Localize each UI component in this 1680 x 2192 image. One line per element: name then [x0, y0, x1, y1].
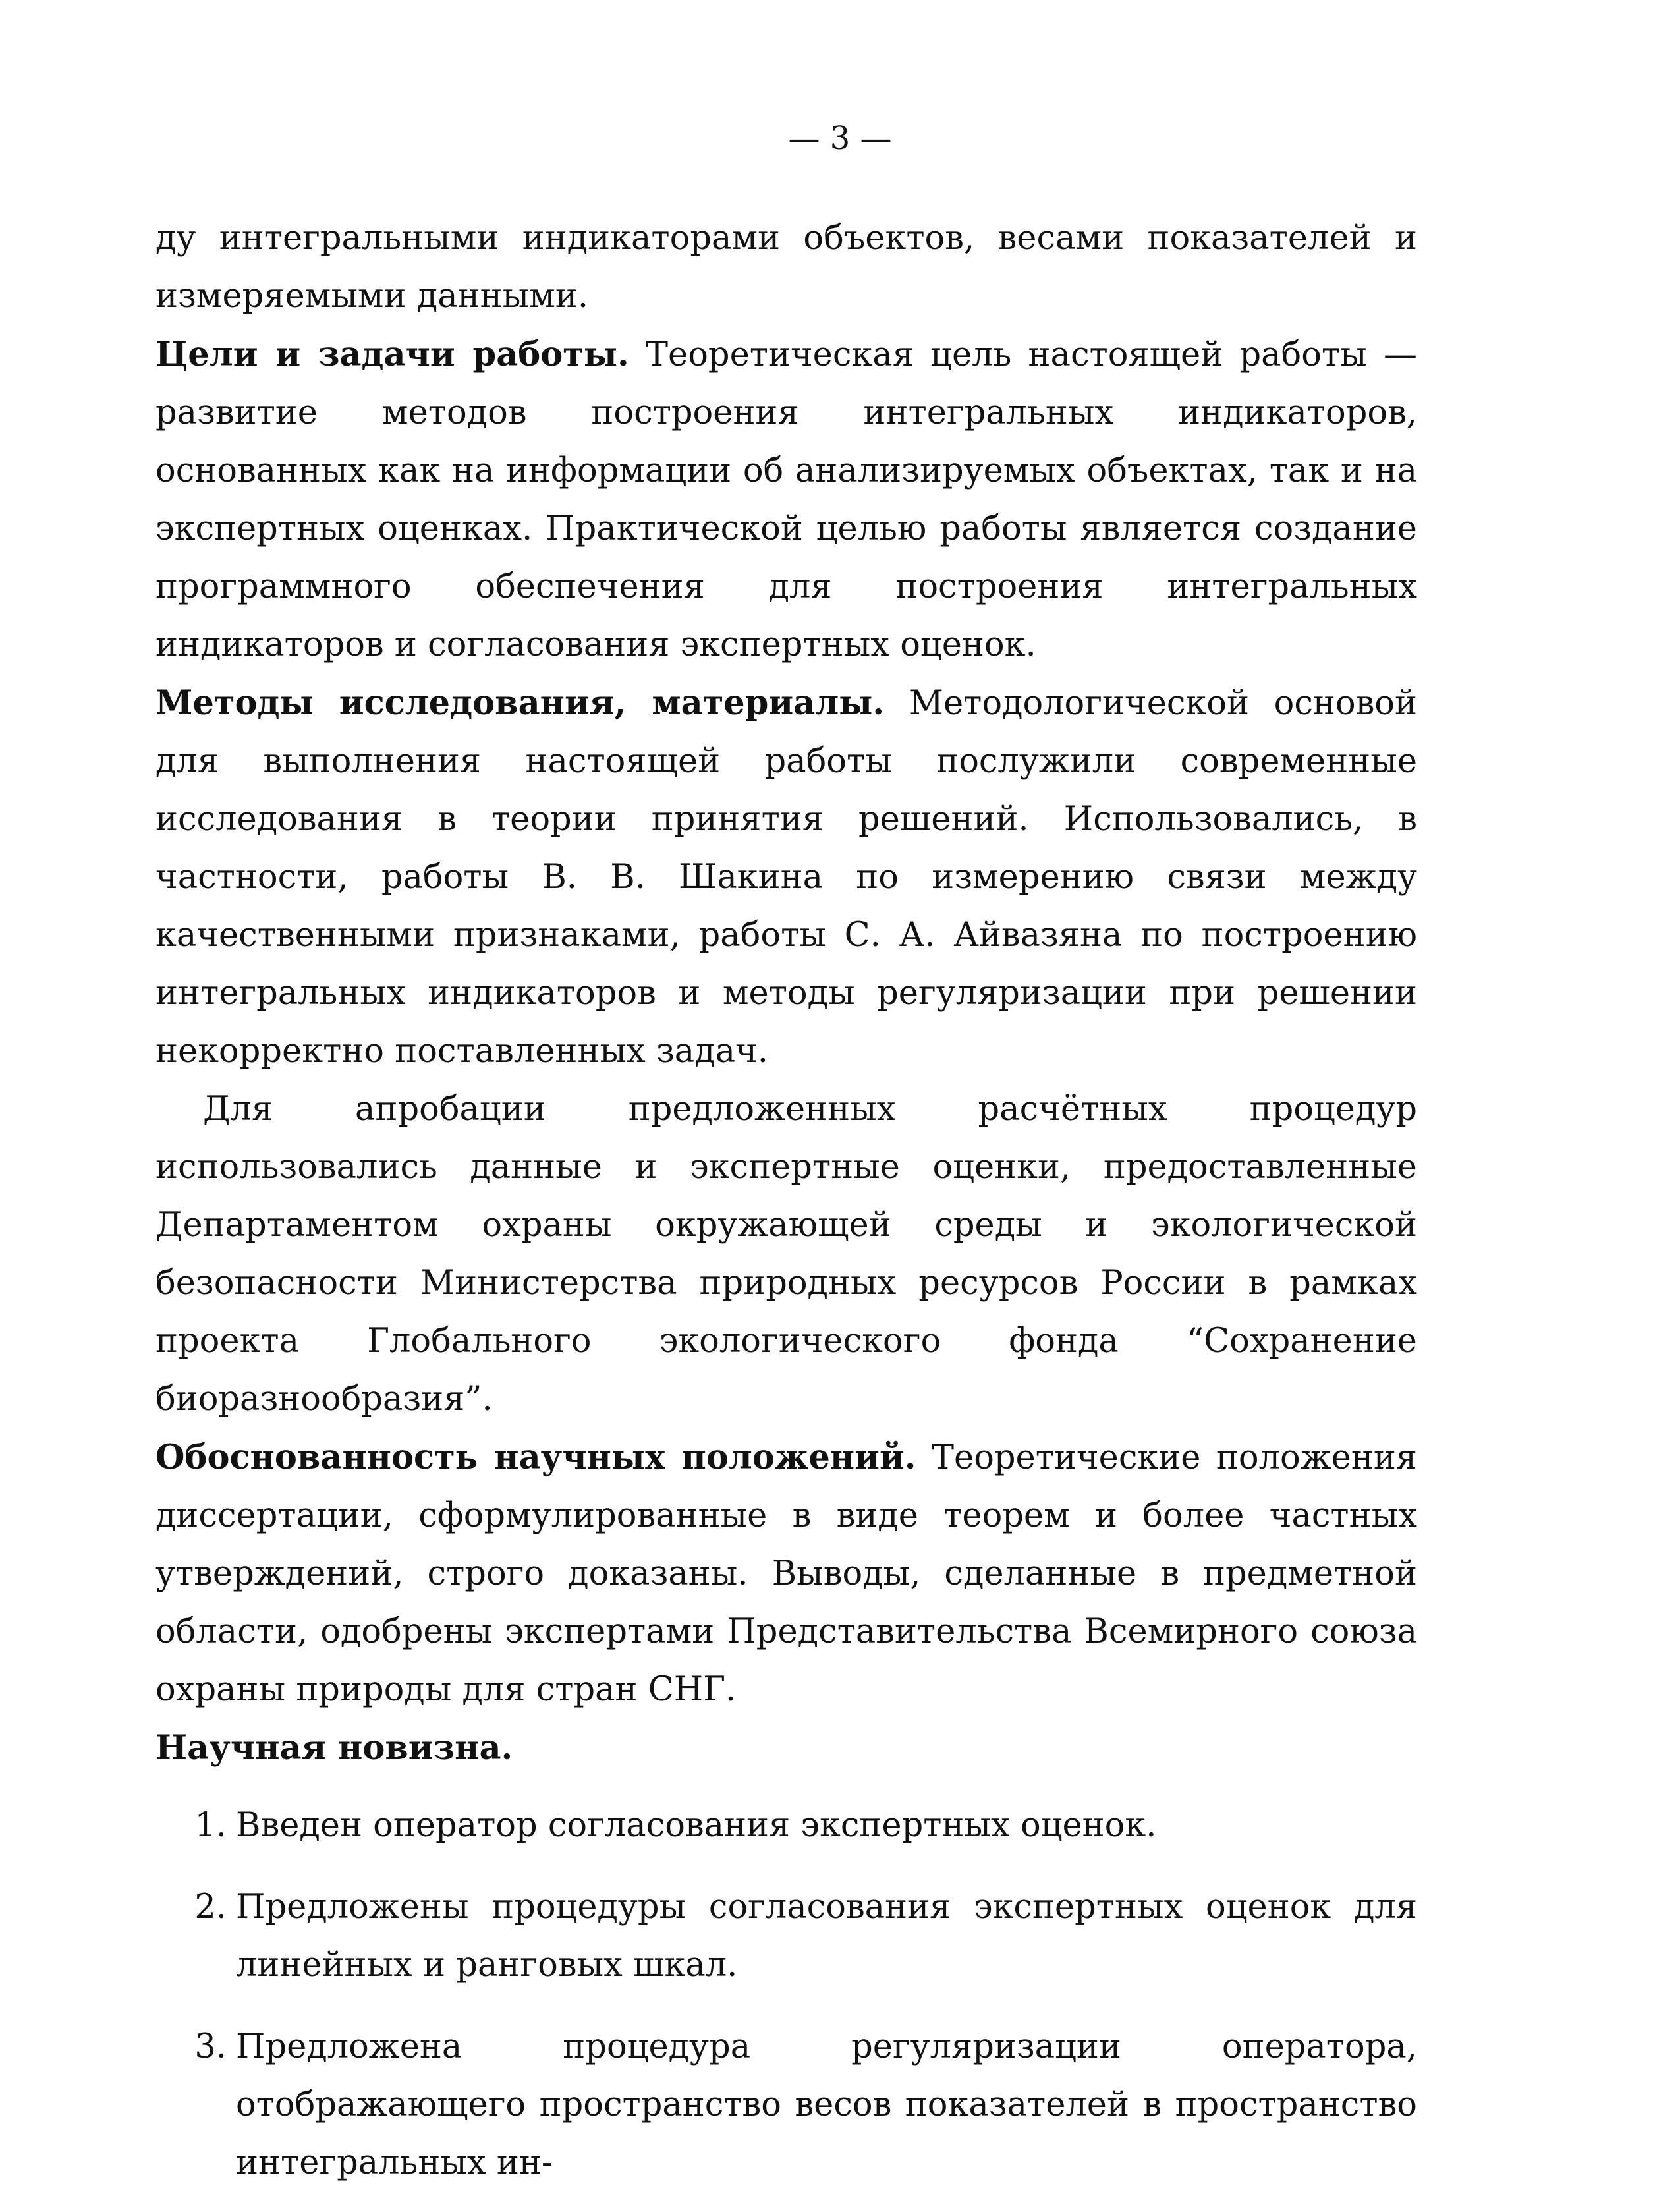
methods-text: Методологической основой для выполнения настоящей работы послужили современные исследования в теории принятия решений. Использовались, в частности, работы В. В. Шакина по измерению связи между качественными признаками, работы С. А. Айвазяна по построению интегральных индикаторов и методы регуляризации при решении некорректно поставленных задач.: [155, 684, 1417, 1071]
validity-text: Теоретические положения диссертации, сформулированные в виде теорем и более частных утверждений, строго доказаны. Выводы, сделанные в предметной области, одобрены экспертами Представительства Всемирного союза охраны природы для стран СНГ.: [155, 1438, 1417, 1709]
novelty-heading: Научная новизна.: [155, 1728, 513, 1768]
intro-paragraph: ду интегральными индикаторами объектов, весами показателей и измеряемыми данными.: [155, 219, 1417, 316]
goals-paragraph: [155, 325, 1417, 674]
novelty-list: [155, 1797, 1417, 2192]
goals-heading: Цели и задачи работы.: [155, 335, 629, 374]
list-item-number: 2.: [194, 1888, 227, 1926]
goals-text: Теоретическая цель настоящей работы — развитие методов построения интегральных индикаторов, основанных как на информации об анализируемых объектах, так и на экспертных оценках. Практической целью работы является создание программного обеспечения для построения интегральных индикаторов и согласования экспертных оценок.: [155, 335, 1417, 664]
list-item: [155, 2018, 1417, 2192]
list-item: [155, 1797, 1417, 1855]
list-item-text: Введен оператор согласования экспертных оценок.: [236, 1806, 1157, 1845]
page-body: [155, 210, 1417, 2192]
methods-paragraph: [155, 674, 1417, 1081]
list-item: [155, 1878, 1417, 1994]
methods-paragraph-2: Для апробации предложенных расчётных процедур использовались данные и экспертные оценки, предоставленные Департаментом охраны окружающей среды и экологической безопасности Министерства природных ресурсов России в рамках проекта Глобального экологического фонда “Сохранение биоразнообразия”.: [155, 1090, 1417, 1419]
list-item-text: Предложены процедуры согласования экспертных оценок для линейных и ранговых шкал.: [236, 1888, 1417, 1984]
validity-heading: Обоснованность научных положений.: [155, 1438, 916, 1477]
validity-paragraph: [155, 1428, 1417, 1719]
list-item-number: 3.: [194, 2027, 227, 2066]
methods-heading: Методы исследования, материалы.: [155, 683, 885, 723]
page-number: — 3 —: [788, 120, 892, 157]
list-item-number: 1.: [194, 1806, 227, 1845]
list-item-text: Предложена процедура регуляризации оператора, отображающего пространство весов показателей в пространство интегральных ин-: [236, 2027, 1417, 2182]
